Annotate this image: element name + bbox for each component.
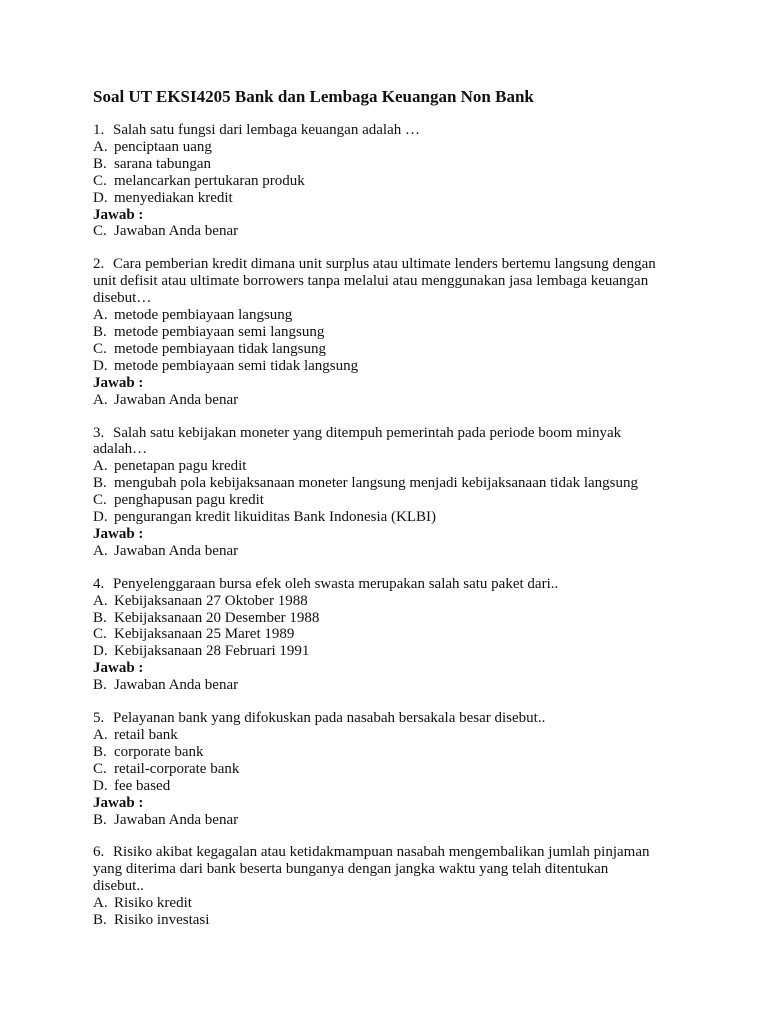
option-letter: D. [93,189,108,206]
question-stem [93,256,713,307]
jawab-label: Jawab : [93,374,144,391]
option-d [93,778,713,795]
option-text: retail-corporate bank [114,760,240,777]
question-number: 4. [93,575,105,592]
stem-text: Cara pemberian kredit dimana unit surplus atau ultimate lenders bertemu langsung dengan [113,256,656,273]
question-stem [93,425,713,459]
option-text: penciptaan uang [114,138,212,155]
answer-line [93,677,713,694]
stem-line [93,425,713,442]
option-text: menyediakan kredit [114,189,233,206]
option-text: fee based [114,777,171,794]
option-text: Risiko investasi [114,912,210,929]
option-letter: D. [93,777,108,794]
answer-text: Jawaban Anda benar [114,677,239,694]
question-4 [93,576,713,694]
option-b [93,744,713,761]
option-text: metode pembiayaan tidak langsung [114,340,327,357]
stem-line: unit defisit atau ultimate borrowers tanpa melalui atau menggunakan jasa lembaga keuangan [93,273,649,290]
option-text: Kebijaksanaan 27 Oktober 1988 [114,592,308,609]
answer-line [93,392,713,409]
option-letter: A. [93,458,108,475]
option-a [93,895,713,912]
question-1 [93,122,713,240]
option-text: Kebijaksanaan 25 Maret 1989 [114,626,295,643]
option-letter: A. [93,307,108,324]
stem-line: yang diterima dari bank beserta bunganya dengan jangka waktu yang telah ditentukan [93,861,609,878]
question-6 [93,844,713,929]
stem-line: disebut… [93,290,152,307]
document-page [93,86,713,945]
option-d [93,509,713,526]
stem-line [93,576,713,593]
jawab-label: Jawab : [93,660,144,677]
stem-text: Salah satu kebijakan moneter yang ditempuh pemerintah pada periode boom minyak [113,424,622,441]
option-letter: D. [93,643,108,660]
stem-line [93,844,713,861]
option-letter: B. [93,743,107,760]
option-a [93,458,713,475]
option-letter: C. [93,492,107,509]
option-letter: C. [93,760,107,777]
question-stem [93,710,713,727]
stem-text: Risiko akibat kegagalan atau ketidakmampuan nasabah mengembalikan jumlah pinjaman [113,844,650,861]
stem-text: Salah satu fungsi dari lembaga keuangan adalah … [113,122,420,138]
option-text: Kebijaksanaan 28 Februari 1991 [114,643,310,660]
option-letter: B. [93,609,107,626]
option-text: penetapan pagu kredit [114,458,247,475]
option-b [93,912,713,929]
option-letter: A. [93,138,108,155]
option-letter: D. [93,509,108,526]
option-text: sarana tabungan [114,155,212,172]
option-letter: A. [93,895,108,912]
option-letter: B. [93,155,107,172]
question-5 [93,710,713,828]
answer-line [93,543,713,560]
option-text: Kebijaksanaan 20 Desember 1988 [114,609,320,626]
question-stem [93,122,713,139]
jawab-label: Jawab : [93,794,144,811]
option-text: metode pembiayaan semi tidak langsung [114,357,359,374]
answer-letter: B. [93,677,107,694]
option-c [93,173,713,190]
stem-line [93,122,713,139]
option-c [93,626,713,643]
jawab-label: Jawab : [93,525,144,542]
option-letter: A. [93,592,108,609]
option-a [93,307,713,324]
answer-letter: A. [93,391,108,408]
option-a [93,593,713,610]
answer-letter: B. [93,811,107,828]
stem-text: Penyelenggaraan bursa efek oleh swasta merupakan salah satu paket dari.. [113,575,559,592]
option-c [93,761,713,778]
answer-text: Jawaban Anda benar [114,391,239,408]
option-b [93,475,713,492]
option-text: corporate bank [114,743,204,760]
question-number: 2. [93,256,105,273]
answer-letter: C. [93,223,107,240]
option-d [93,190,713,207]
option-text: Risiko kredit [114,895,192,912]
option-letter: C. [93,172,107,189]
answer-text: Jawaban Anda benar [114,542,239,559]
option-text: penghapusan pagu kredit [114,492,264,509]
option-letter: B. [93,912,107,929]
stem-line: disebut.. [93,878,144,895]
option-letter: B. [93,323,107,340]
option-b [93,324,713,341]
question-number: 3. [93,424,105,441]
answer-line [93,223,713,240]
stem-text: Pelayanan bank yang difokuskan pada nasabah bersakala besar disebut.. [113,710,546,727]
option-c [93,341,713,358]
stem-line [93,710,713,727]
option-text: metode pembiayaan langsung [114,307,293,324]
option-text: retail bank [114,727,178,743]
answer-text: Jawaban Anda benar [114,223,239,240]
option-d [93,643,713,660]
option-a [93,727,713,744]
option-a [93,139,713,156]
jawab-label: Jawab : [93,206,144,223]
option-d [93,358,713,375]
document-title: Soal UT EKSI4205 Bank dan Lembaga Keuangan Non Bank [93,87,534,106]
question-3 [93,425,713,560]
option-text: mengubah pola kebijaksanaan moneter langsung menjadi kebijaksanaan tidak langsung [114,475,639,492]
stem-line [93,256,713,273]
option-letter: C. [93,626,107,643]
option-letter: B. [93,475,107,492]
option-text: melancarkan pertukaran produk [114,172,305,189]
question-stem [93,576,713,593]
question-number: 1. [93,122,105,138]
option-text: pengurangan kredit likuiditas Bank Indonesia (KLBI) [114,509,437,526]
question-stem [93,844,713,895]
answer-line [93,812,713,829]
option-b [93,156,713,173]
answer-letter: A. [93,542,108,559]
question-number: 6. [93,844,105,861]
question-number: 5. [93,710,105,727]
option-letter: A. [93,727,108,743]
question-2 [93,256,713,408]
option-letter: D. [93,357,108,374]
option-c [93,492,713,509]
stem-line: adalah… [93,441,148,458]
answer-text: Jawaban Anda benar [114,811,239,828]
option-text: metode pembiayaan semi langsung [114,323,325,340]
option-b [93,610,713,627]
option-letter: C. [93,340,107,357]
